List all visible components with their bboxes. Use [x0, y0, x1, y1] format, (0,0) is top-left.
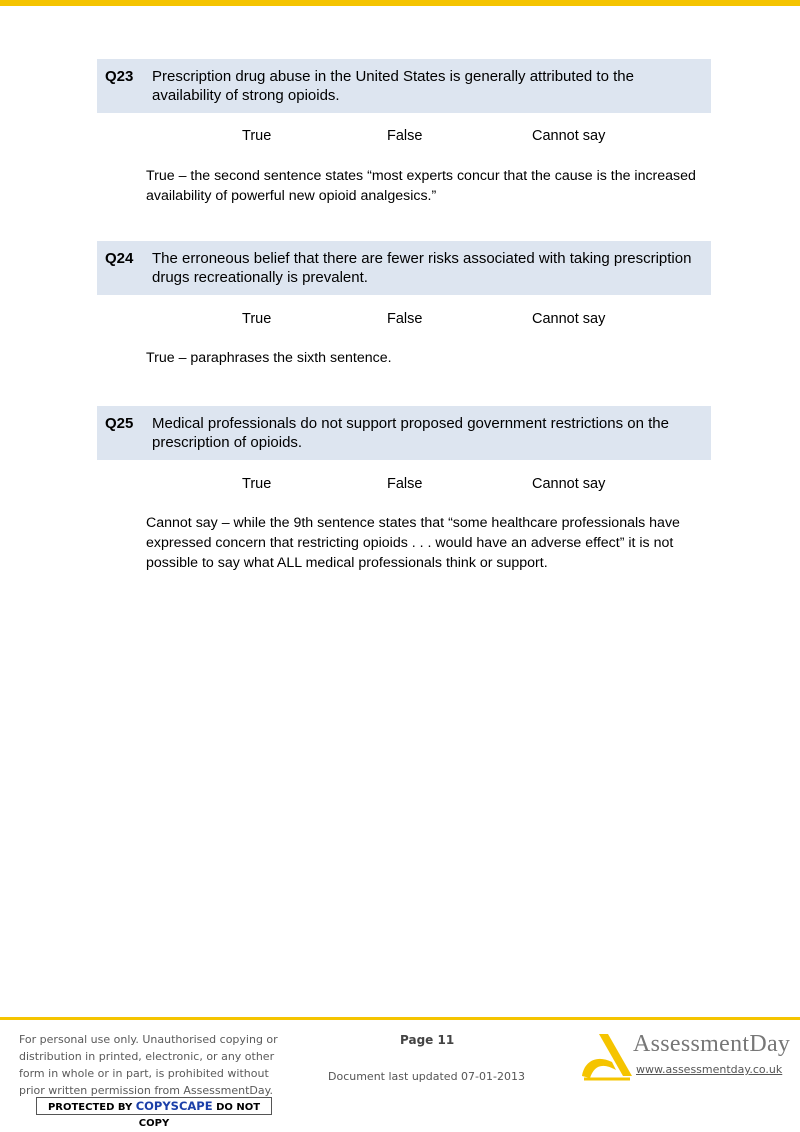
copyscape-badge[interactable]	[36, 1097, 272, 1129]
question-text: Medical professionals do not support proposed government restrictions on the prescription of opioids.	[152, 415, 669, 451]
copyscape-brand: COPYSCAPE	[135, 1099, 213, 1113]
answer-explanation-q25: Cannot say – while the 9th sentence states that “some healthcare professionals have expressed concern that restricting opioids . . . would have an adverse effect” it is not possible to say what ALL medical professionals think or support.	[146, 515, 680, 571]
answer-explanation-q23: True – the second sentence states “most experts concur that the cause is the increased availability of powerful new opioid analgesics.”	[146, 168, 696, 204]
question-band-q24	[97, 241, 711, 295]
option-false: False	[387, 128, 423, 144]
question-text: Prescription drug abuse in the United States is generally attributed to the availability of strong opioids.	[152, 68, 634, 104]
website-link[interactable]: www.assessmentday.co.uk	[636, 1063, 783, 1076]
option-false: False	[387, 476, 423, 492]
logo-wordmark: AssessmentDay	[633, 1031, 791, 1057]
top-accent-rule	[0, 0, 800, 6]
question-number: Q25	[105, 415, 134, 432]
option-true: True	[242, 476, 272, 492]
question-text: The erroneous belief that there are fewer risks associated with taking prescription drugs recreationally is prevalent.	[152, 250, 692, 286]
option-cannot-say: Cannot say	[532, 128, 606, 144]
option-true: True	[242, 311, 272, 327]
question-band-q23	[97, 59, 711, 113]
last-updated: Document last updated 07-01-2013	[328, 1070, 525, 1083]
option-cannot-say: Cannot say	[532, 311, 606, 327]
copyright-notice: For personal use only. Unauthorised copying or distribution in printed, electronic, or any other form in whole or in part, is prohibited without prior written permission from AssessmentDay.	[19, 1033, 278, 1097]
option-true: True	[242, 128, 272, 144]
copyscape-suffix: DO NOT COPY	[138, 1102, 261, 1129]
option-false: False	[387, 311, 423, 327]
question-number: Q24	[105, 250, 134, 267]
question-number: Q23	[105, 68, 134, 85]
footer-accent-rule	[0, 1017, 800, 1020]
copyscape-prefix: PROTECTED BY	[47, 1102, 133, 1113]
assessmentday-logo-icon	[578, 1032, 638, 1082]
page-number: Page 11	[400, 1033, 455, 1047]
answer-explanation-q24: True – paraphrases the sixth sentence.	[146, 350, 392, 366]
question-band-q25	[97, 406, 711, 460]
option-cannot-say: Cannot say	[532, 476, 606, 492]
